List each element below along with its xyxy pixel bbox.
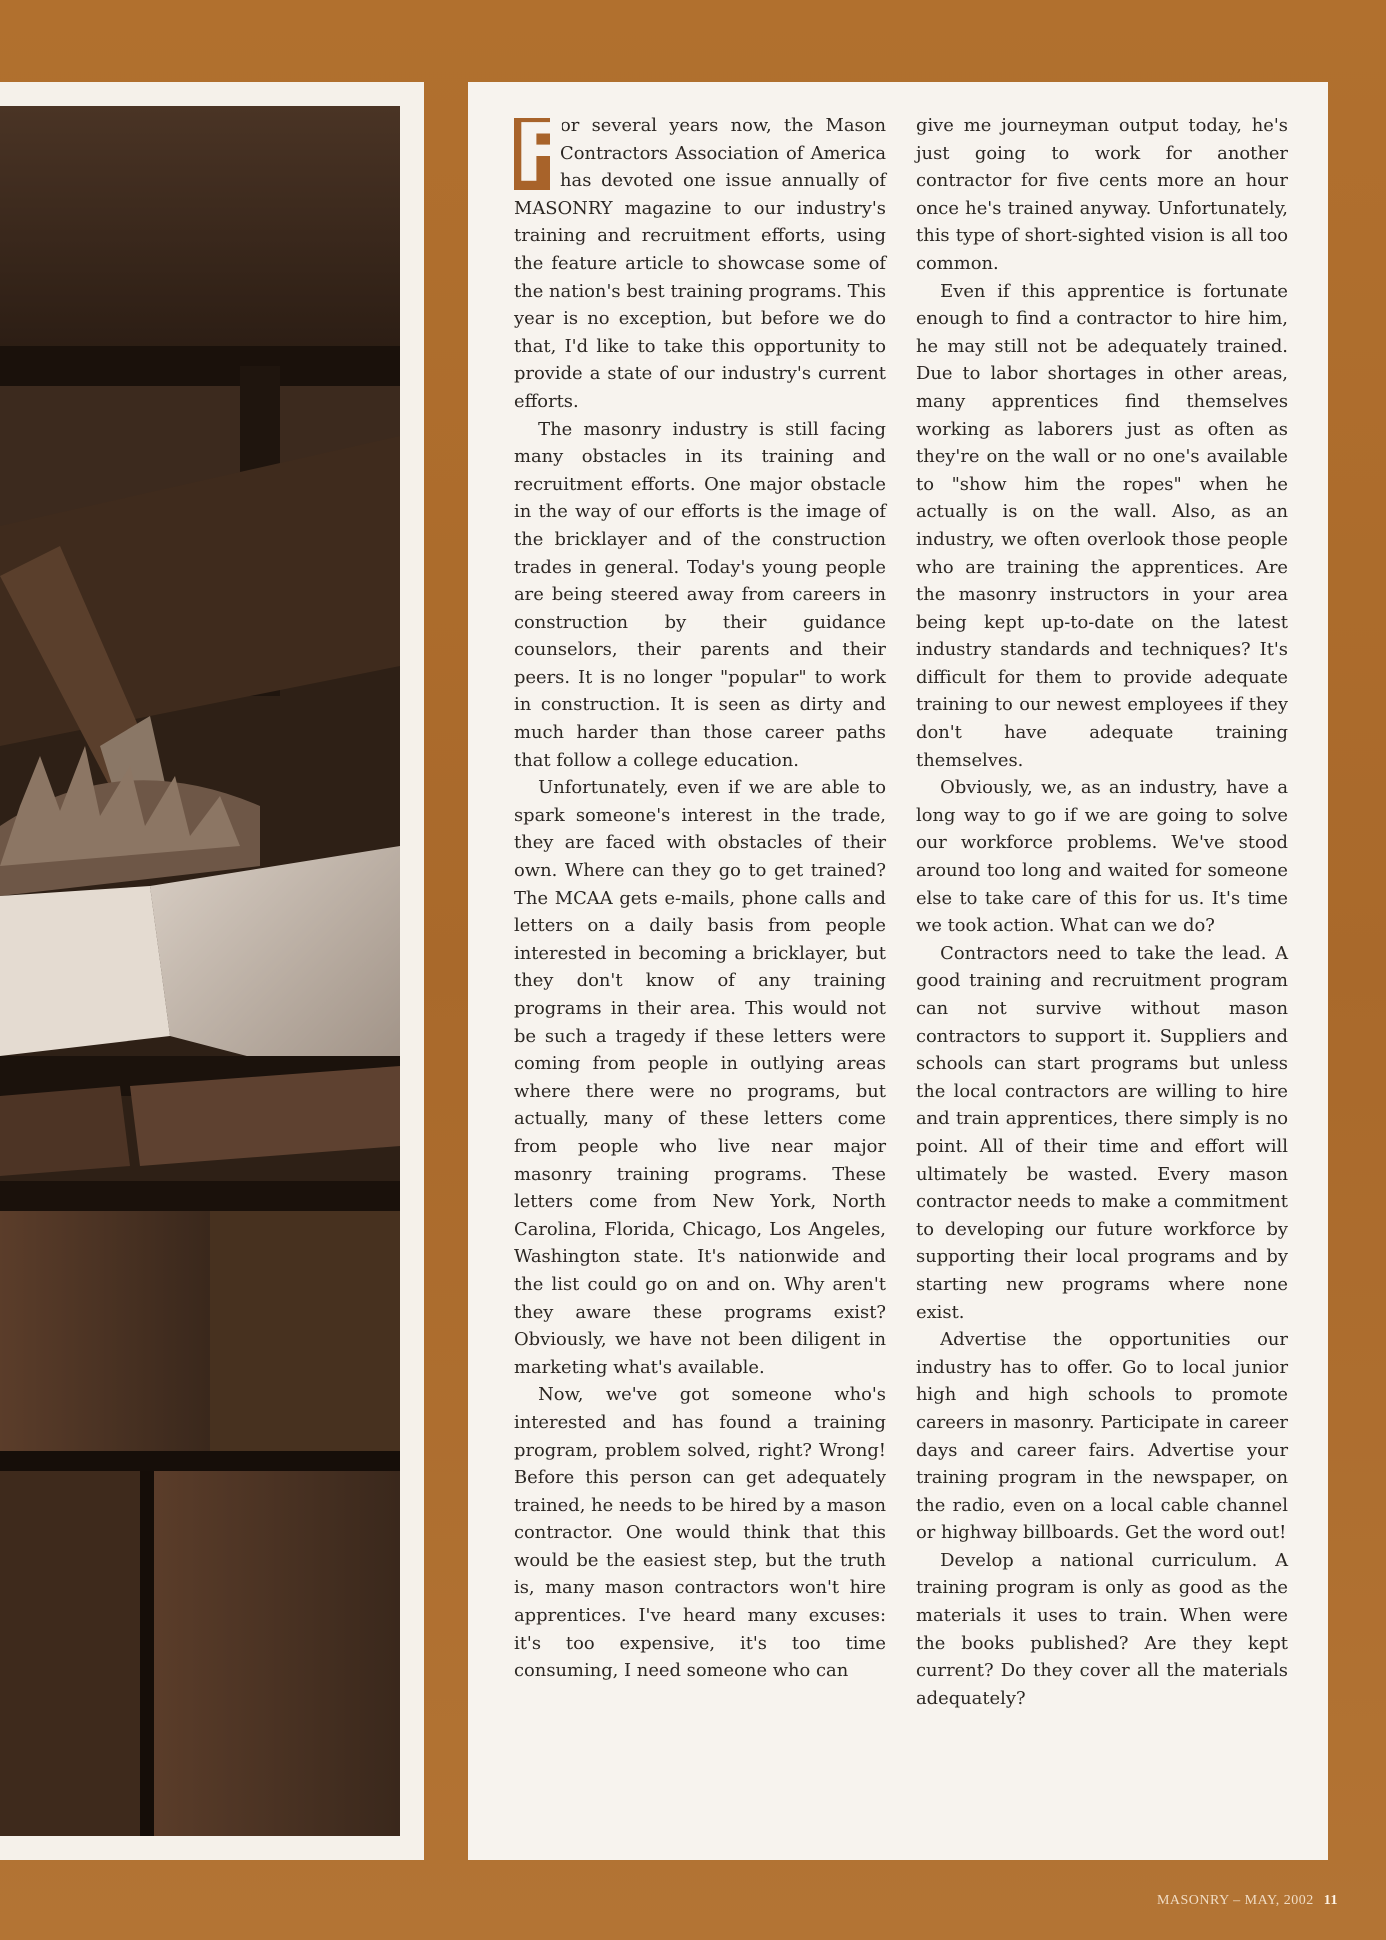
photo-panel [0,82,424,1860]
article-column-2 [916,112,1288,1712]
article-paragraph: Advertise the opportunities our industry has to offer. Go to local junior high and high schools to promote careers in masonry. Participate in career days and career fairs. Advertise your training program in the newspaper, on the radio, even on a local cable channel or highway billboards. Get the word out! [916,1329,1288,1544]
article-paragraph: Now, we've got someone who's interested and has found a training program, problem solved, right? Wrong! Before this person can get adequately trained, he needs to be hired by a mason contractor. One would think that this would be the easiest step, but the truth is, many mason contractors won't hire apprentices. I've heard many excuses: it's too expensive, it's too time consuming, I need someone who can [514,1384,886,1682]
drop-cap-letter: F [514,107,569,200]
paragraph-text: or several years now, the Mason Contractors Association of America has devoted one issue annually of MASONRY magazine to our industry's training and recruitment efforts, using the feature article to showcase some of the nation's best training programs. This year is no exception, but before we do that, I'd like to take this opportunity to provide a state of our industry's current efforts. [514,115,886,412]
article-paragraph: Obviously, we, as an industry, have a long way to go if we are going to solve our workforce problems. We've stood around too long and waited for someone else to take care of this for us. It's time we took action. What can we do? [916,777,1288,937]
article-paragraph: Even if this apprentice is fortunate enough to find a contractor to hire him, he may still not be adequately trained. Due to labor shortages in other areas, many apprentices find themselves working as laborers just as often as they're on the wall or no one's available to "show him the ropes" when he actually is on the wall. Also, as an industry, we often overlook those people who are training the apprentices. Are the masonry instructors in your area being kept up-to-date on the latest industry standards and techniques? It's difficult for them to provide adequate training to our newest employees if they don't have adequate training themselves. [916,280,1288,771]
article-column-1 [514,107,886,1685]
drop-cap [514,107,569,200]
page-footer [1157,1893,1338,1909]
article-paragraph [514,107,886,416]
article-panel [468,82,1328,1860]
article-paragraph: give me journeyman output today, he's just going to work for another contractor for five cents more an hour once he's trained anyway. Unfortunately, this type of short-sighted vision is all too common. [916,115,1288,274]
brick-trowel-photo [0,106,400,1836]
article-paragraph: Unfortunately, even if we are able to spark someone's interest in the trade, they are faced with obstacles of their own. Where can they go to get trained? The MCAA gets e-mails, phone calls and letters on a daily basis from people interested in becoming a bricklayer, but they don't know of any training programs in their area. This would not be such a tragedy if these letters were coming from people in outlying areas where there were no programs, but actually, many of these letters come from people who live near major masonry training programs. These letters come from New York, North Carolina, Florida, Chicago, Los Angeles, Washington state. It's nationwide and the list could go on and on. Why aren't they aware these programs exist? Obviously, we have not been diligent in marketing what's available. [514,777,886,1378]
article-paragraph: Develop a national curriculum. A training program is only as good as the materials it uses to train. When were the books published? Are they kept current? Do they cover all the materials adequately? [916,1549,1288,1709]
page-number: 11 [1323,1893,1338,1908]
article-paragraph: Contractors need to take the lead. A good training and recruitment program can not survive without mason contractors to support it. Suppliers and schools can start programs but unless the local contractors are willing to hire and train apprentices, there simply is no point. All of their time and effort will ultimately be wasted. Every mason contractor needs to make a commitment to developing our future workforce by supporting their local programs and by starting new programs where none exist. [916,942,1288,1323]
photo-illustration [0,106,400,1836]
magazine-issue: MASONRY – MAY, 2002 [1156,1893,1314,1908]
article-paragraph: The masonry industry is still facing many obstacles in its training and recruitment efforts. One major obstacle in the way of our efforts is the image of the bricklayer and of the construction trades in general. Today's young people are being steered away from careers in construction by their guidance counselors, their parents and their peers. It is no longer "popular" to work in construction. It is seen as dirty and much harder than those career paths that follow a college education. [514,418,886,771]
